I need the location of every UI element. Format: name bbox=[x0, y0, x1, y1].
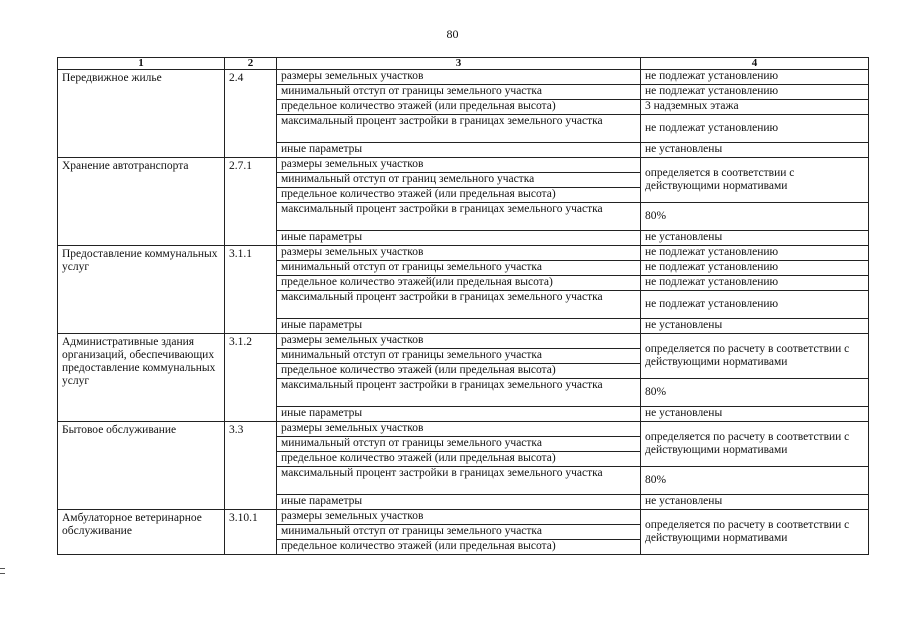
parameter-value: не подлежат установлению bbox=[641, 115, 869, 143]
parameter-name: максимальный процент застройки в границах земельного участка bbox=[277, 291, 641, 319]
column-header: 1 bbox=[58, 58, 225, 70]
parameter-value: определяется по расчету в соответствии с действующими нормативами bbox=[641, 510, 869, 555]
use-type-name: Передвижное жилье bbox=[58, 70, 225, 158]
use-type-code: 3.1.2 bbox=[225, 334, 277, 422]
parameter-name: предельное количество этажей (или предельная высота) bbox=[277, 364, 641, 379]
column-header: 4 bbox=[641, 58, 869, 70]
table-header-row bbox=[58, 58, 869, 70]
parameter-name: предельное количество этажей (или предельная высота) bbox=[277, 100, 641, 115]
parameter-name: максимальный процент застройки в границах земельного участка bbox=[277, 203, 641, 231]
parameter-name: максимальный процент застройки в границах земельного участка bbox=[277, 467, 641, 495]
use-type-name: Амбулаторное ветеринарное обслуживание bbox=[58, 510, 225, 555]
parameter-value: не установлены bbox=[641, 495, 869, 510]
parameter-value: не установлены bbox=[641, 319, 869, 334]
parameter-value: не установлены bbox=[641, 231, 869, 246]
column-header: 3 bbox=[277, 58, 641, 70]
parameter-name: минимальный отступ от границы земельного участка bbox=[277, 437, 641, 452]
use-type-name: Административные здания организаций, обеспечивающих предоставление коммунальных услуг bbox=[58, 334, 225, 422]
parameter-name: максимальный процент застройки в границах земельного участка bbox=[277, 379, 641, 407]
table-row bbox=[58, 158, 869, 173]
parameter-name: минимальный отступ от границы земельного участка bbox=[277, 85, 641, 100]
page-number: 80 bbox=[446, 27, 459, 41]
parameter-name: иные параметры bbox=[277, 407, 641, 422]
parameter-name: минимальный отступ от границы земельного участка bbox=[277, 525, 641, 540]
parameter-value: не подлежат установлению bbox=[641, 246, 869, 261]
parameter-name: размеры земельных участков bbox=[277, 422, 641, 437]
parameter-value: 3 надземных этажа bbox=[641, 100, 869, 115]
table-row bbox=[58, 70, 869, 85]
parameter-name: предельное количество этажей (или предельная высота) bbox=[277, 188, 641, 203]
use-type-code: 3.3 bbox=[225, 422, 277, 510]
parameter-name: иные параметры bbox=[277, 231, 641, 246]
parameter-value: не установлены bbox=[641, 143, 869, 158]
parameter-value: не подлежат установлению bbox=[641, 291, 869, 319]
use-type-code: 3.1.1 bbox=[225, 246, 277, 334]
table-row bbox=[58, 246, 869, 261]
parameter-name: размеры земельных участков bbox=[277, 510, 641, 525]
use-type-code: 2.7.1 bbox=[225, 158, 277, 246]
parameter-name: размеры земельных участков bbox=[277, 158, 641, 173]
table-row bbox=[58, 334, 869, 349]
parameter-name: минимальный отступ от границы земельного участка bbox=[277, 261, 641, 276]
parameter-value: 80% bbox=[641, 467, 869, 495]
parameter-value: определяется по расчету в соответствии с действующими нормативами bbox=[641, 334, 869, 379]
parameter-name: предельное количество этажей (или предельная высота) bbox=[277, 452, 641, 467]
parameter-name: размеры земельных участков bbox=[277, 70, 641, 85]
use-type-name: Бытовое обслуживание bbox=[58, 422, 225, 510]
use-type-name: Предоставление коммунальных услуг bbox=[58, 246, 225, 334]
parameter-value: определяется в соответствии с действующими нормативами bbox=[641, 158, 869, 203]
parameter-name: максимальный процент застройки в границах земельного участка bbox=[277, 115, 641, 143]
parameter-value: не подлежат установлению bbox=[641, 70, 869, 85]
parameter-name: предельное количество этажей(или предельная высота) bbox=[277, 276, 641, 291]
table-row bbox=[58, 422, 869, 437]
land-use-table bbox=[57, 57, 869, 555]
use-type-code: 2.4 bbox=[225, 70, 277, 158]
parameter-name: минимальный отступ от границы земельного участка bbox=[277, 349, 641, 364]
parameter-name: размеры земельных участков bbox=[277, 334, 641, 349]
parameter-name: минимальный отступ от границ земельного участка bbox=[277, 173, 641, 188]
table-row bbox=[58, 510, 869, 525]
column-header: 2 bbox=[225, 58, 277, 70]
parameter-value: не подлежат установлению bbox=[641, 276, 869, 291]
parameter-name: размеры земельных участков bbox=[277, 246, 641, 261]
parameter-value: не подлежат установлению bbox=[641, 261, 869, 276]
parameter-name: иные параметры bbox=[277, 143, 641, 158]
parameter-name: предельное количество этажей (или предельная высота) bbox=[277, 540, 641, 555]
use-type-name: Хранение автотранспорта bbox=[58, 158, 225, 246]
parameter-value: 80% bbox=[641, 379, 869, 407]
use-type-code: 3.10.1 bbox=[225, 510, 277, 555]
parameter-name: иные параметры bbox=[277, 495, 641, 510]
parameter-value: не подлежат установлению bbox=[641, 85, 869, 100]
parameter-value: определяется по расчету в соответствии с действующими нормативами bbox=[641, 422, 869, 467]
parameter-name: иные параметры bbox=[277, 319, 641, 334]
margin-mark bbox=[0, 568, 5, 574]
parameter-value: не установлены bbox=[641, 407, 869, 422]
parameter-value: 80% bbox=[641, 203, 869, 231]
